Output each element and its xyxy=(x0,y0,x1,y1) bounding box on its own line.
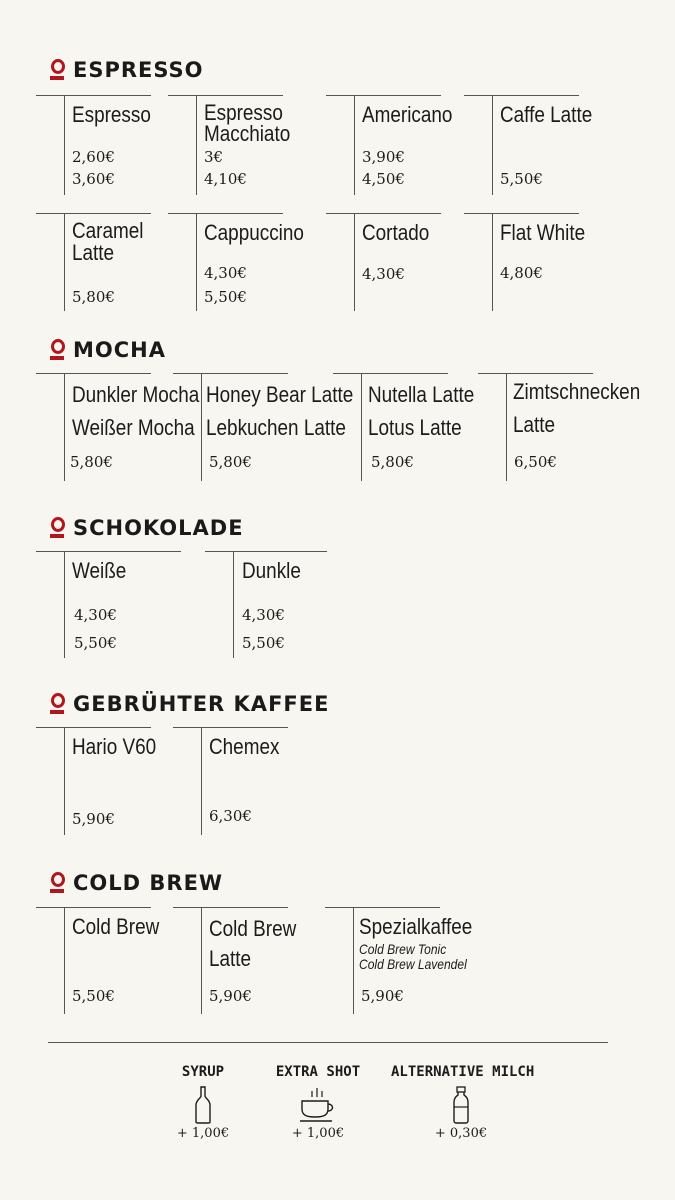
section-title: MOCHA xyxy=(73,338,166,362)
coffee-bean-icon xyxy=(50,339,64,361)
milk-bottle-icon xyxy=(451,1085,471,1125)
section-header-coldbrew xyxy=(50,868,223,898)
extra-price: + 1,00€ xyxy=(176,1126,230,1141)
item-name-line: Lotus Latte xyxy=(368,415,462,440)
item-name: Americano xyxy=(362,102,453,127)
item-price: 5,50€ xyxy=(500,170,543,188)
item-price: 4,30€ xyxy=(242,606,285,624)
item-name-line: Zimtschnecken xyxy=(513,379,641,404)
section-header-mocha xyxy=(50,335,166,365)
item-price: 4,80€ xyxy=(500,264,543,282)
item-price: 6,50€ xyxy=(514,453,557,471)
item-subtitle: Cold Brew Tonic xyxy=(359,941,447,957)
item-name: Cold Brew xyxy=(72,914,160,939)
extra-price: + 0,30€ xyxy=(434,1126,488,1141)
extra-price: + 1,00€ xyxy=(291,1126,345,1141)
item-name: Hario V60 xyxy=(72,734,157,759)
item-name-line: Caramel xyxy=(72,218,144,243)
item-name: Chemex xyxy=(209,734,280,759)
item-price: 4,50€ xyxy=(362,170,405,188)
item-price: 5,90€ xyxy=(72,810,115,828)
item-price: 3€ xyxy=(204,148,224,166)
item-price: 5,50€ xyxy=(72,987,115,1005)
item-price: 4,30€ xyxy=(362,265,405,283)
item-price: 5,80€ xyxy=(70,453,113,471)
item-price: 5,90€ xyxy=(209,987,252,1005)
extra-label: ALTERNATIVE MILCH xyxy=(391,1064,535,1080)
item-price: 5,90€ xyxy=(361,987,404,1005)
extra-shot xyxy=(268,1064,368,1141)
section-title: ESPRESSO xyxy=(73,58,204,82)
item-name: Weiße xyxy=(72,558,127,583)
item-price: 4,30€ xyxy=(74,606,117,624)
item-price: 5,50€ xyxy=(74,634,117,652)
extra-alternative-milk xyxy=(391,1064,535,1141)
item-name: Cappuccino xyxy=(204,220,304,245)
item-name: Cortado xyxy=(362,220,430,245)
coffee-bean-icon xyxy=(50,693,64,715)
coffee-cup-icon xyxy=(298,1085,338,1125)
section-header-schokolade xyxy=(50,513,244,543)
section-title: COLD BREW xyxy=(73,871,224,895)
item-name-line: Honey Bear Latte xyxy=(206,382,354,407)
section-header-espresso xyxy=(50,55,204,85)
item-name-line: Latte xyxy=(513,412,556,437)
item-name-line: Weißer Mocha xyxy=(72,415,195,440)
item-price: 6,30€ xyxy=(209,807,252,825)
item-name-line: Macchiato xyxy=(204,121,291,146)
item-price: 5,80€ xyxy=(209,453,252,471)
bottle-icon xyxy=(193,1085,213,1125)
coffee-bean-icon xyxy=(50,872,64,894)
item-name: Spezialkaffee xyxy=(359,914,473,939)
extra-label: EXTRA SHOT xyxy=(275,1064,361,1080)
item-price: 2,60€ xyxy=(72,148,115,166)
coffee-bean-icon xyxy=(50,517,64,539)
extra-syrup xyxy=(163,1064,243,1141)
item-name: Caffe Latte xyxy=(500,102,593,127)
item-name: Espresso xyxy=(72,102,151,127)
item-name-line: Latte xyxy=(209,946,252,971)
section-title: SCHOKOLADE xyxy=(73,516,244,540)
item-price: 5,50€ xyxy=(204,288,247,306)
item-price: 3,90€ xyxy=(362,148,405,166)
item-name-line: Dunkler Mocha xyxy=(72,382,200,407)
item-name: Flat White xyxy=(500,220,586,245)
item-subtitle: Cold Brew Lavendel xyxy=(359,956,467,972)
item-name-line: Espresso xyxy=(204,100,283,125)
item-price: 5,50€ xyxy=(242,634,285,652)
coffee-bean-icon xyxy=(50,59,64,81)
section-header-kaffee xyxy=(50,689,329,719)
item-price: 5,80€ xyxy=(371,453,414,471)
item-price: 5,80€ xyxy=(72,288,115,306)
item-price: 4,10€ xyxy=(204,170,247,188)
item-name: Dunkle xyxy=(242,558,301,583)
item-price: 3,60€ xyxy=(72,170,115,188)
item-name-line: Lebkuchen Latte xyxy=(206,415,346,440)
item-name-line: Nutella Latte xyxy=(368,382,475,407)
item-name-line: Latte xyxy=(72,240,115,265)
section-title: GEBRÜHTER KAFFEE xyxy=(73,692,330,716)
item-name-line: Cold Brew xyxy=(209,916,297,941)
item-price: 4,30€ xyxy=(204,264,247,282)
extra-label: SYRUP xyxy=(181,1064,225,1080)
footer-divider xyxy=(48,1042,608,1043)
